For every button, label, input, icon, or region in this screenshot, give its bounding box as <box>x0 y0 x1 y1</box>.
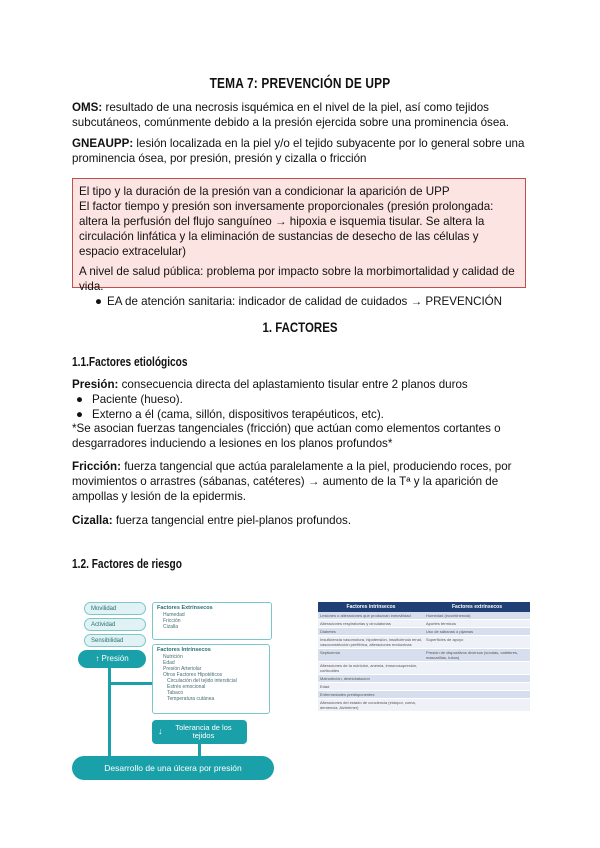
table-cell: Alteraciones del estado de conciencia (estupor, coma, demencia, Alzheimer) <box>318 699 424 712</box>
presion-note: *Se asocian fuerzas tangenciales (fricción) que actúan como elementos cortantes o desgarradores induciendo a lesiones en los planos profundos* <box>72 422 501 450</box>
intrinsic-item: Tabaco <box>167 690 184 696</box>
friccion-definition <box>72 459 532 504</box>
extrinsic-card <box>152 602 272 640</box>
box-line-1: El tipo y la duración de la presión van a condicionar la aparición de UPP <box>79 185 450 198</box>
intrinsic-item: Nutrición <box>163 654 183 660</box>
subheading-etiologicos: 1.1.Factores etiológicos <box>72 354 188 369</box>
tolerancia-label: Tolerancia de los tejidos <box>175 723 232 740</box>
list-item <box>76 392 183 407</box>
intrinsic-item: Otros Factores Hipotéticos <box>163 672 223 678</box>
definition-text: lesión localizada en la piel y/o el tejido subyacente por lo general sobre una prominencia ósea, por presión, presión y cizalla o fricción <box>72 137 525 165</box>
table-row <box>318 691 530 699</box>
intrinsic-item: Presión Arteriolar <box>163 666 202 672</box>
table-row <box>318 636 530 649</box>
table-cell <box>424 683 530 691</box>
connector-line <box>198 744 201 756</box>
table-cell: Aportes térmicos <box>424 620 530 628</box>
intrinsic-title: Factores Intrínsecos <box>157 647 211 653</box>
table-row <box>318 628 530 636</box>
table-cell: Alteraciones respiratorias y circulatorias <box>318 620 424 628</box>
presion-definition <box>72 377 532 392</box>
intrinsic-card <box>152 644 270 714</box>
extrinsic-title: Factores Extrínsecos <box>157 605 213 611</box>
arrow-down-icon: ↓ <box>158 726 163 736</box>
table-cell: Malnutrición, deshidratación <box>318 675 424 683</box>
risk-factors-diagram <box>70 598 285 784</box>
connector-line <box>108 682 152 685</box>
definition-text: resultado de una necrosis isquémica en el nivel de la piel, así como tejidos subcutáneos, comúnmente debido a la presión ejercida sobre una prominencia ósea. <box>72 101 509 129</box>
intrinsic-item: Circulación del tejido intersticial <box>167 678 237 684</box>
table-cell: Superficies de apoyo <box>424 636 530 649</box>
risk-factors-table <box>318 602 530 712</box>
page-title: TEMA 7: PREVENCIÓN DE UPP <box>209 76 391 92</box>
table-row <box>318 662 530 675</box>
cizalla-definition <box>72 513 532 528</box>
ulcera-node: Desarrollo de una úlcera por presión <box>72 756 274 780</box>
cizalla-text: fuerza tangencial entre piel-planos profundos. <box>112 514 352 527</box>
section-heading-factores: 1. FACTORES <box>262 319 338 335</box>
bullet-icon: ● <box>95 295 103 308</box>
table-row <box>318 675 530 683</box>
friccion-term: Fricción: <box>72 460 121 473</box>
bullet-icon: ● <box>76 408 84 421</box>
subheading-riesgo: 1.2. Factores de riesgo <box>72 556 182 571</box>
table-cell: Diabetes <box>318 628 424 636</box>
table-cell: Lesiones o alteraciones que produzcan inmovilidad <box>318 612 424 620</box>
cizalla-term: Cizalla: <box>72 514 113 527</box>
table-header: Factores intrínsecos <box>318 602 424 612</box>
intrinsic-item: Edad <box>163 660 175 666</box>
extrinsic-item: Humedad <box>163 612 185 618</box>
bullet-icon: ● <box>76 393 84 406</box>
extrinsic-item: Cizalla <box>163 624 179 630</box>
table-cell: Enfermedades predisponentes <box>318 691 424 699</box>
highlight-box <box>72 178 526 308</box>
definition-term: OMS: <box>72 101 103 114</box>
table-cell: Septicemia <box>318 649 424 662</box>
presion-term: Presión: <box>72 378 119 391</box>
table-cell: Insuficiencia vasomotora, hipotensión, insuficiencia renal, vasoconstricción periférica, alteraciones endocrinas <box>318 636 424 649</box>
list-item-text: Externo a él (cama, sillón, dispositivos terapéuticos, etc). <box>92 408 384 421</box>
table-cell <box>424 691 530 699</box>
presion-text: consecuencia directa del aplastamiento tisular entre 2 planos duros <box>118 378 468 391</box>
pill-movilidad: Movilidad <box>84 602 146 615</box>
table-cell: Alteraciones de la nutrición, anemia, inmunosupresión, corticoides <box>318 662 424 675</box>
pill-sensibilidad: Sensibilidad <box>84 634 146 647</box>
definition-oms <box>72 100 532 130</box>
table-row <box>318 612 530 620</box>
box-bullet-text: EA de atención sanitaria: indicador de calidad de cuidados → PREVENCIÓN <box>107 295 503 308</box>
table-cell <box>424 662 530 675</box>
box-bullet <box>93 294 519 309</box>
presion-node: ↑ Presión <box>78 650 146 668</box>
table-cell <box>424 675 530 683</box>
definition-gneaupp <box>72 136 532 166</box>
list-item <box>76 407 384 422</box>
definition-term: GNEAUPP: <box>72 137 134 150</box>
pill-actividad: Actividad <box>84 618 146 631</box>
table-cell: Presión de dispositivos diversos (sondas, catéteres, mascarillas, tubos) <box>424 649 530 662</box>
table-row <box>318 649 530 662</box>
table-row <box>318 699 530 712</box>
friccion-text: fuerza tangencial que actúa paralelamente a la piel, produciendo roces, por movimientos o arrastres (sábanas, catéteres) → aumento de la Tª y la aparición de ampollas y lesión de la epidermis. <box>72 460 512 503</box>
list-item-text: Paciente (hueso). <box>92 393 183 406</box>
box-line-3: A nivel de salud pública: problema por impacto sobre la morbimortalidad y calidad de vida. <box>79 265 515 293</box>
table-row <box>318 620 530 628</box>
table-cell: Humedad (incontinencia) <box>424 612 530 620</box>
table-cell: Edad <box>318 683 424 691</box>
intrinsic-item: Temperatura cutánea <box>167 696 215 702</box>
intrinsic-item: Estrés emocional <box>167 684 206 690</box>
table-row <box>318 683 530 691</box>
table-header: Factores extrínsecos <box>424 602 530 612</box>
extrinsic-item: Fricción <box>163 618 181 624</box>
table-cell: Uso de sábanas o pijamas <box>424 628 530 636</box>
table-cell <box>424 699 530 712</box>
box-line-2: El factor tiempo y presión son inversamente proporcionales (presión prolongada: altera la perfusión del flujo sanguíneo → hipoxia e isquemia tisular. Se altera la circulación linfática y la eliminación de sustancias de desecho de las células y espacio extracelular) <box>79 200 494 258</box>
tolerancia-node <box>152 720 247 744</box>
